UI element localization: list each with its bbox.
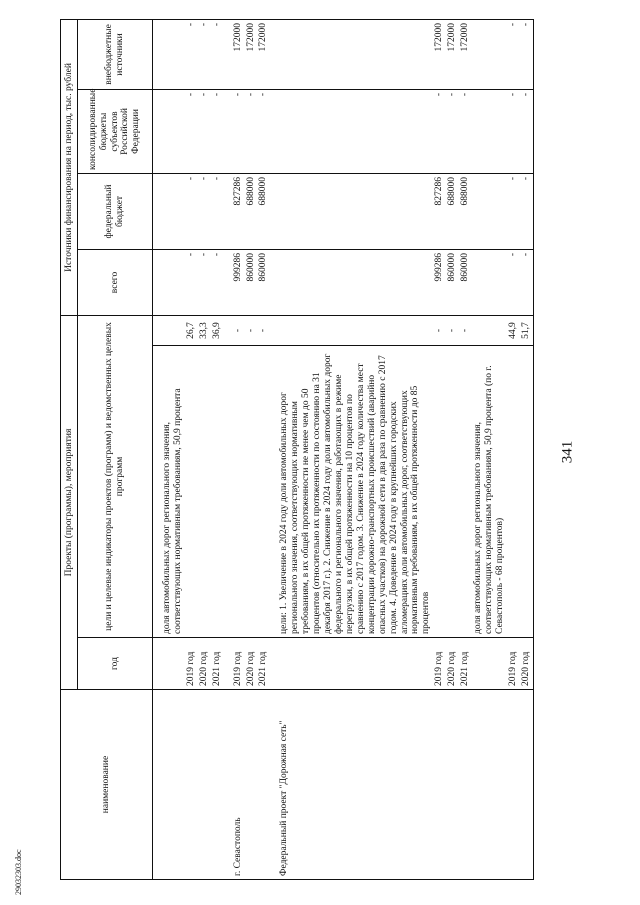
financing-table xyxy=(60,19,534,880)
row-name xyxy=(433,690,446,880)
document-id: 29032303.doc xyxy=(14,849,23,895)
header-extra: внебюджетные источники xyxy=(78,19,153,89)
row-extra: 172000 xyxy=(257,19,270,89)
row-year: 2020 год xyxy=(245,638,258,690)
row-regional: - xyxy=(245,89,258,173)
row-goal: доля автомобильных дорог регионального значения, соответствующих нормативным требованиям, 50,9 процента xyxy=(161,346,185,638)
row-total: - xyxy=(520,249,533,315)
row-indicator xyxy=(161,315,185,345)
row-total xyxy=(278,249,433,315)
row-name xyxy=(257,690,270,880)
row-regional xyxy=(161,89,185,173)
row-indicator: 51,7 xyxy=(520,315,533,345)
row-extra xyxy=(472,19,507,89)
row-total: 860000 xyxy=(245,249,258,315)
row-extra: 172000 xyxy=(245,19,258,89)
row-total: - xyxy=(198,249,211,315)
row-indicator: 33,3 xyxy=(198,315,211,345)
row-extra xyxy=(278,19,433,89)
row-year: 2019 год xyxy=(433,638,446,690)
table-row xyxy=(472,19,507,879)
header-federal: федеральный бюджет xyxy=(78,173,153,249)
row-indicator: 26,7 xyxy=(185,315,198,345)
row-indicator: - xyxy=(232,315,245,345)
row-regional xyxy=(278,89,433,173)
row-total: - xyxy=(211,249,224,315)
row-name xyxy=(520,690,533,880)
row-federal xyxy=(161,173,185,249)
row-federal: - xyxy=(185,173,198,249)
row-regional: - xyxy=(198,89,211,173)
row-year: 2020 год xyxy=(446,638,459,690)
row-goal xyxy=(185,346,198,638)
row-federal: - xyxy=(211,173,224,249)
row-name xyxy=(161,690,185,880)
row-federal: 688000 xyxy=(446,173,459,249)
row-goal xyxy=(520,346,533,638)
row-goal xyxy=(433,346,446,638)
row-extra: - xyxy=(185,19,198,89)
row-regional xyxy=(472,89,507,173)
row-name xyxy=(446,690,459,880)
row-name xyxy=(507,690,520,880)
row-year: 2019 год xyxy=(232,638,245,690)
table-row xyxy=(211,19,224,879)
row-total xyxy=(161,249,185,315)
row-total: - xyxy=(185,249,198,315)
row-name xyxy=(198,690,211,880)
table-row xyxy=(446,19,459,879)
row-extra: 172000 xyxy=(459,19,472,89)
row-name xyxy=(459,690,472,880)
row-federal: 688000 xyxy=(245,173,258,249)
row-goal: доля автомобильных дорог регионального значения, соответствующих нормативным требованиям, 50,9 процента (по г. Севастополь - 68 процентов) xyxy=(472,346,507,638)
row-year xyxy=(161,638,185,690)
row-year xyxy=(472,638,507,690)
row-name xyxy=(245,690,258,880)
row-indicator: - xyxy=(433,315,446,345)
header-total: всего xyxy=(78,249,153,315)
row-goal xyxy=(507,346,520,638)
row-total xyxy=(472,249,507,315)
row-indicator: - xyxy=(459,315,472,345)
row-total: 999286 xyxy=(433,249,446,315)
row-federal: 827286 xyxy=(232,173,245,249)
row-goal xyxy=(257,346,270,638)
row-total: 860000 xyxy=(257,249,270,315)
row-regional: - xyxy=(459,89,472,173)
row-goal xyxy=(232,346,245,638)
row-total: 860000 xyxy=(459,249,472,315)
row-federal: 688000 xyxy=(459,173,472,249)
header-year: год xyxy=(78,638,153,690)
row-federal: - xyxy=(198,173,211,249)
row-year: 2019 год xyxy=(185,638,198,690)
row-indicator: 44,9 xyxy=(507,315,520,345)
row-name xyxy=(185,690,198,880)
row-indicator xyxy=(278,315,433,345)
row-extra xyxy=(161,19,185,89)
table-row xyxy=(433,19,446,879)
row-year: 2021 год xyxy=(459,638,472,690)
header-regional: консолидированные бюджеты субъектов Российской Федерации xyxy=(78,89,153,173)
row-federal: - xyxy=(520,173,533,249)
row-year: 2019 год xyxy=(507,638,520,690)
row-name: Федеральный проект "Дорожная сеть" xyxy=(278,690,433,880)
header-projects-group: Проекты (программы), мероприятия xyxy=(61,315,78,689)
row-name: г. Севастополь xyxy=(232,690,245,880)
row-federal xyxy=(472,173,507,249)
table-row xyxy=(161,19,185,879)
row-total: 860000 xyxy=(446,249,459,315)
table-row xyxy=(232,19,245,879)
row-goal xyxy=(198,346,211,638)
row-goal xyxy=(245,346,258,638)
row-year xyxy=(278,638,433,690)
header-goals: цели и целевые индикаторы проектов (программ) и ведомственных целевых программ xyxy=(78,315,153,637)
row-regional: - xyxy=(520,89,533,173)
row-year: 2020 год xyxy=(198,638,211,690)
row-extra: - xyxy=(520,19,533,89)
rotated-table-sheet xyxy=(60,20,585,880)
table-row xyxy=(257,19,270,879)
row-regional: - xyxy=(232,89,245,173)
row-goal xyxy=(446,346,459,638)
row-extra: - xyxy=(198,19,211,89)
row-extra: 172000 xyxy=(433,19,446,89)
row-goal: цели: 1. Увеличение в 2024 году доли автомобильных дорог регионального значения, соответствующих нормативным требованиям, в их общей протяженности не менее чем до 50 процентов (относительно их протяженности по состоянию на 31 декабря 2017 г.). 2. Снижение в 2024 году доли автомобильных дорог федерального и регионального значения, работающих в режиме перегрузки, в их общей протяженности на 10 процентов по сравнению с 2017 годом. 3. Снижение в 2024 году количества мест концентрации дорожно-транспортных происшествий (аварийно опасных участков) на дорожной сети в два раза по сравнению с 2017 годом. 4. Доведение в 2024 году в крупнейших городских агломерациях доли автомобильных дорог, соответствующих нормативным требованиям, в их общей протяженности до 85 процентов xyxy=(278,346,433,638)
row-name xyxy=(472,690,507,880)
row-year: 2020 год xyxy=(520,638,533,690)
row-federal: - xyxy=(507,173,520,249)
row-name xyxy=(211,690,224,880)
page-number: 341 xyxy=(559,440,576,464)
row-indicator: 36,9 xyxy=(211,315,224,345)
row-federal: 688000 xyxy=(257,173,270,249)
row-regional: - xyxy=(507,89,520,173)
header-sources-group: Источники финансирования на период, тыс. рублей xyxy=(61,19,78,315)
row-indicator: - xyxy=(245,315,258,345)
row-extra: 172000 xyxy=(232,19,245,89)
row-indicator: - xyxy=(257,315,270,345)
row-regional: - xyxy=(446,89,459,173)
row-goal xyxy=(211,346,224,638)
row-total: - xyxy=(507,249,520,315)
table-row xyxy=(185,19,198,879)
table-row xyxy=(507,19,520,879)
table-row xyxy=(278,19,433,879)
row-extra: - xyxy=(211,19,224,89)
table-row xyxy=(198,19,211,879)
row-regional: - xyxy=(257,89,270,173)
row-extra: - xyxy=(507,19,520,89)
row-indicator: - xyxy=(446,315,459,345)
row-federal: 827286 xyxy=(433,173,446,249)
table-row xyxy=(520,19,533,879)
row-year: 2021 год xyxy=(257,638,270,690)
row-indicator xyxy=(472,315,507,345)
table-row xyxy=(245,19,258,879)
row-total: 999286 xyxy=(232,249,245,315)
row-regional: - xyxy=(433,89,446,173)
header-name: наименование xyxy=(61,690,153,880)
row-federal xyxy=(278,173,433,249)
table-row xyxy=(459,19,472,879)
row-extra: 172000 xyxy=(446,19,459,89)
row-regional: - xyxy=(211,89,224,173)
row-goal xyxy=(459,346,472,638)
row-year: 2021 год xyxy=(211,638,224,690)
row-regional: - xyxy=(185,89,198,173)
